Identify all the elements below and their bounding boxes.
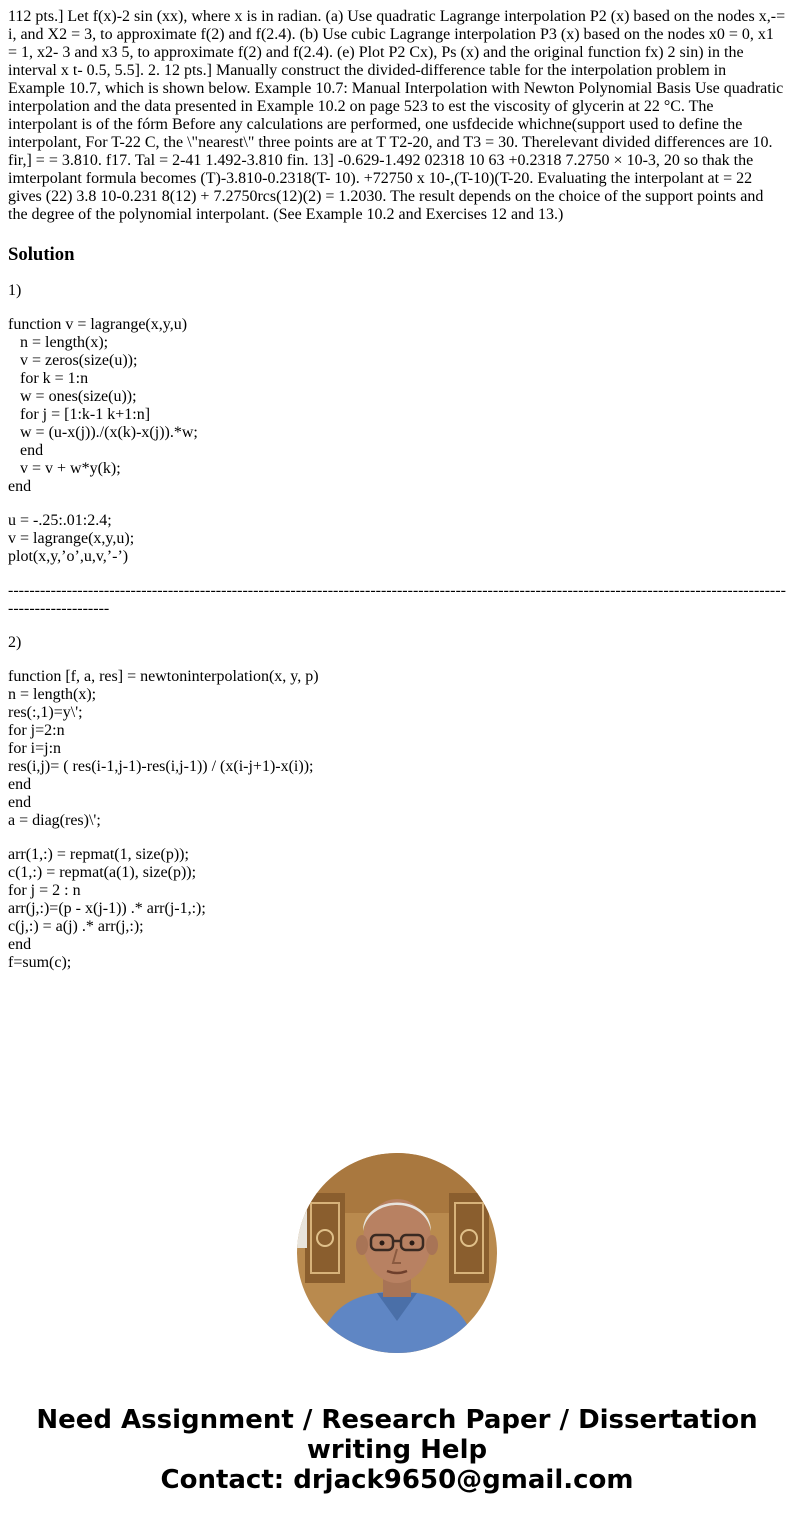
code-line: v = v + w*y(k); <box>8 460 121 477</box>
code-line: w = ones(size(u)); <box>8 388 137 405</box>
promo-footer <box>0 1405 794 1495</box>
code-line: for j=2:n <box>8 722 65 739</box>
promo-line-2: writing Help <box>306 1435 488 1465</box>
newton-evaluation-code <box>8 846 786 972</box>
code-line: end <box>8 794 32 811</box>
code-line: n = length(x); <box>8 334 109 351</box>
code-line: v = zeros(size(u)); <box>8 352 138 369</box>
author-avatar <box>297 1153 497 1353</box>
code-line: arr(j,:)=(p - x(j-1)) .* arr(j-1,:); <box>8 900 206 917</box>
code-line: for k = 1:n <box>8 370 89 387</box>
code-line: end <box>8 478 32 495</box>
code-line: res(i,j)= ( res(i-1,j-1)-res(i,j-1)) / (x(i-j+1)-x(i)); <box>8 758 314 775</box>
code-line: f=sum(c); <box>8 954 72 971</box>
code-line: function [f, a, res] = newtoninterpolation(x, y, p) <box>8 668 319 685</box>
code-line: for i=j:n <box>8 740 62 757</box>
code-line: end <box>8 442 44 459</box>
plot-usage-code <box>8 512 786 566</box>
part-1-label: 1) <box>8 282 22 299</box>
promo-line-1: Need Assignment / Research Paper / Dissertation <box>36 1405 758 1435</box>
problem-statement: 112 pts.] Let f(x)-2 sin (xx), where x is in radian. (a) Use quadratic Lagrange interpolation P2 (x) based on the nodes x,-= i, and X2 = 3, to approximate f(2) and f(2.4). (b) Use cubic Lagrange interpolation P3 (x) based on the nodes x0 = 0, x1 = 1, x2- 3 and x3 5, to approximate f(2) and f(2.4). (e) Plot P2 Cx), Ps (x) and the original function fx) 2 sin) in the interval x t- 0.5, 5.5]. 2. 12 pts.] Manually construct the divided-difference table for the interpolation problem in Example 10.7, which is shown below. Example 10.7: Manual Interpolation with Newton Polynomial Basis Use quadratic interpolation and the data presented in Example 10.2 on page 523 to est the viscosity of glycerin at 22 °C. The interpolant is of the fórm Before any calculations are performed, one usfdecide whichne(support used to define the interpolant, For T-22 C, the \"nearest\" three points are at T T2-20, and T3 = 30. Therelevant divided differences are 10. fir,] = = 3.810. f17. Tal = 2-41 1.492-3.810 fin. 13] -0.629-1.492 02318 10 63 +0.2318 7.2750 × 10-3, 20 so thak the imterpolant formula becomes (T)-3.810-0.2318(T- 10). +72750 x 10-,(T-10)(T-20. Evaluating the interpolant at = 22 gives (22) 3.8 10-0.231 8(12) + 7.2750rcs(12)(2) = 1.2030. The result depends on the choice of the support points and the degree of the polynomial interpolant. (See Example 10.2 and Exercises 12 and 13.) <box>8 8 786 223</box>
code-line: v = lagrange(x,y,u); <box>8 530 135 547</box>
code-line: arr(1,:) = repmat(1, size(p)); <box>8 846 189 863</box>
code-line: res(:,1)=y\'; <box>8 704 83 721</box>
code-line: plot(x,y,’o’,u,v,’-’) <box>8 548 129 565</box>
code-line: a = diag(res)\'; <box>8 812 101 829</box>
solution-heading: Solution <box>8 244 75 265</box>
code-line: for j = [1:k-1 k+1:n] <box>8 406 151 423</box>
document-body <box>8 8 786 972</box>
contact-email: Contact: drjack9650@gmail.com <box>160 1465 634 1495</box>
code-line: for j = 2 : n <box>8 882 81 899</box>
code-line: n = length(x); <box>8 686 97 703</box>
code-line: function v = lagrange(x,y,u) <box>8 316 188 333</box>
newton-interpolation-code <box>8 668 786 830</box>
code-line: w = (u-x(j))./(x(k)-x(j)).*w; <box>8 424 198 441</box>
code-line: end <box>8 936 32 953</box>
code-line: end <box>8 776 32 793</box>
lagrange-function-code <box>8 316 786 496</box>
code-line: c(1,:) = repmat(a(1), size(p)); <box>8 864 197 881</box>
code-line: c(j,:) = a(j) .* arr(j,:); <box>8 918 144 935</box>
part-2-label: 2) <box>8 634 22 651</box>
section-divider: --------------------------------------------------------------------------------------------------------------------------------------------------------------------- <box>8 582 786 617</box>
code-line: u = -.25:.01:2.4; <box>8 512 112 529</box>
